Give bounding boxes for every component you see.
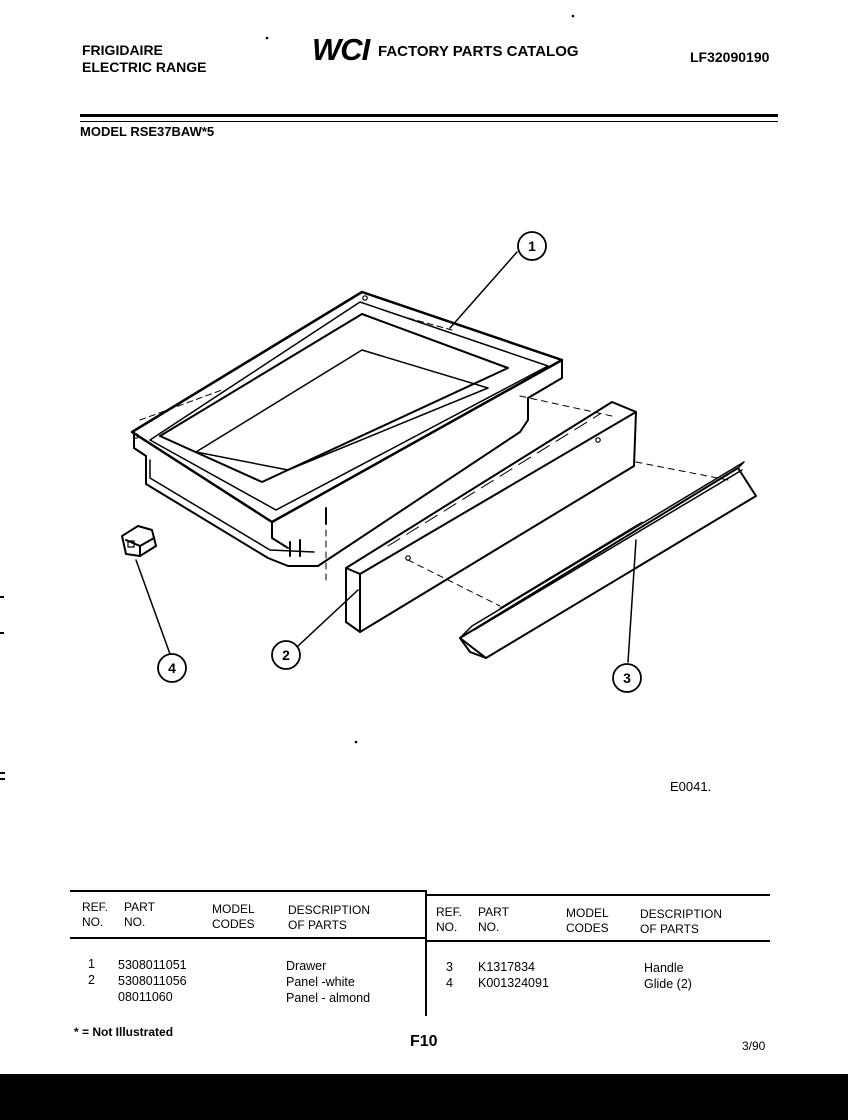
figure-code: E0041. — [670, 779, 712, 794]
row-part-no: 08011060 — [118, 990, 173, 1004]
row-description: Drawer — [286, 959, 327, 973]
catalog-title: FACTORY PARTS CATALOG — [378, 43, 579, 60]
table-header-rule — [70, 937, 426, 939]
row-ref: 2 — [88, 973, 95, 987]
callout-circles — [158, 232, 641, 692]
row-description: Panel - almond — [286, 991, 371, 1005]
row-description: Panel -white — [286, 975, 355, 989]
front-panel-part — [346, 402, 636, 632]
revision-date: 3/90 — [742, 1039, 766, 1053]
handle-part — [460, 462, 756, 658]
header-model-line1-right: MODEL — [566, 906, 609, 920]
table-header-rule-right — [426, 940, 770, 942]
header-model-line1: MODEL — [212, 902, 255, 916]
row-part-no: K001324091 — [478, 976, 549, 990]
header-ref-line1: REF. — [82, 900, 109, 914]
table-top-rule — [70, 890, 426, 892]
not-illustrated-note: * = Not Illustrated — [74, 1025, 174, 1039]
row-ref: 4 — [446, 976, 453, 990]
row-part-no: 5308011051 — [118, 958, 187, 972]
header-part-no-right — [478, 905, 509, 935]
header-ref-line2-right: NO. — [436, 920, 458, 934]
drawer-part — [132, 292, 562, 566]
header-part-line1-right: PART — [478, 905, 509, 919]
callout-label-2: 2 — [282, 647, 290, 663]
row-ref: 1 — [88, 957, 95, 971]
header-model-codes-right — [566, 906, 609, 936]
table-column-divider — [425, 890, 427, 1016]
row-ref: 3 — [446, 960, 453, 974]
product-name: ELECTRIC RANGE — [82, 59, 207, 75]
header-description — [288, 903, 370, 933]
header-part-line2-right: NO. — [478, 920, 500, 934]
model-line: MODEL RSE37BAW*5 — [80, 124, 215, 139]
header-desc-line1: DESCRIPTION — [288, 903, 371, 917]
header-desc-line2-right: OF PARTS — [640, 922, 699, 936]
scan-border-band — [0, 1074, 848, 1120]
wci-logo: WCI — [312, 32, 370, 67]
header-ref-no — [82, 900, 108, 930]
header-part-line2: NO. — [124, 915, 146, 929]
document-number: LF32090190 — [690, 49, 770, 65]
row-part-no: K1317834 — [478, 960, 536, 974]
page-identifier: F10 — [410, 1033, 438, 1050]
header-ref-line1-right: REF. — [436, 905, 463, 919]
header-part-no — [124, 900, 155, 930]
header-ref-no-right — [436, 905, 462, 935]
header-desc-line1-right: DESCRIPTION — [640, 907, 723, 921]
callout-label-1: 1 — [528, 238, 536, 254]
header-model-line2: CODES — [212, 917, 255, 931]
callout-label-4: 4 — [168, 660, 176, 676]
callout-label-3: 3 — [623, 670, 631, 686]
row-description: Glide (2) — [644, 977, 692, 991]
header-ref-line2: NO. — [82, 915, 104, 929]
row-description: Handle — [644, 961, 684, 975]
assembly-guide-lines — [326, 396, 728, 606]
header-model-line2-right: CODES — [566, 921, 609, 935]
header-desc-line2: OF PARTS — [288, 918, 347, 932]
header-part-line1: PART — [124, 900, 155, 914]
table-top-rule-right — [426, 894, 770, 896]
header-model-codes — [212, 902, 255, 932]
brand-name: FRIGIDAIRE — [82, 42, 163, 58]
row-part-no: 5308011056 — [118, 974, 187, 988]
glide-part — [122, 526, 156, 556]
header-description-right — [640, 907, 722, 937]
